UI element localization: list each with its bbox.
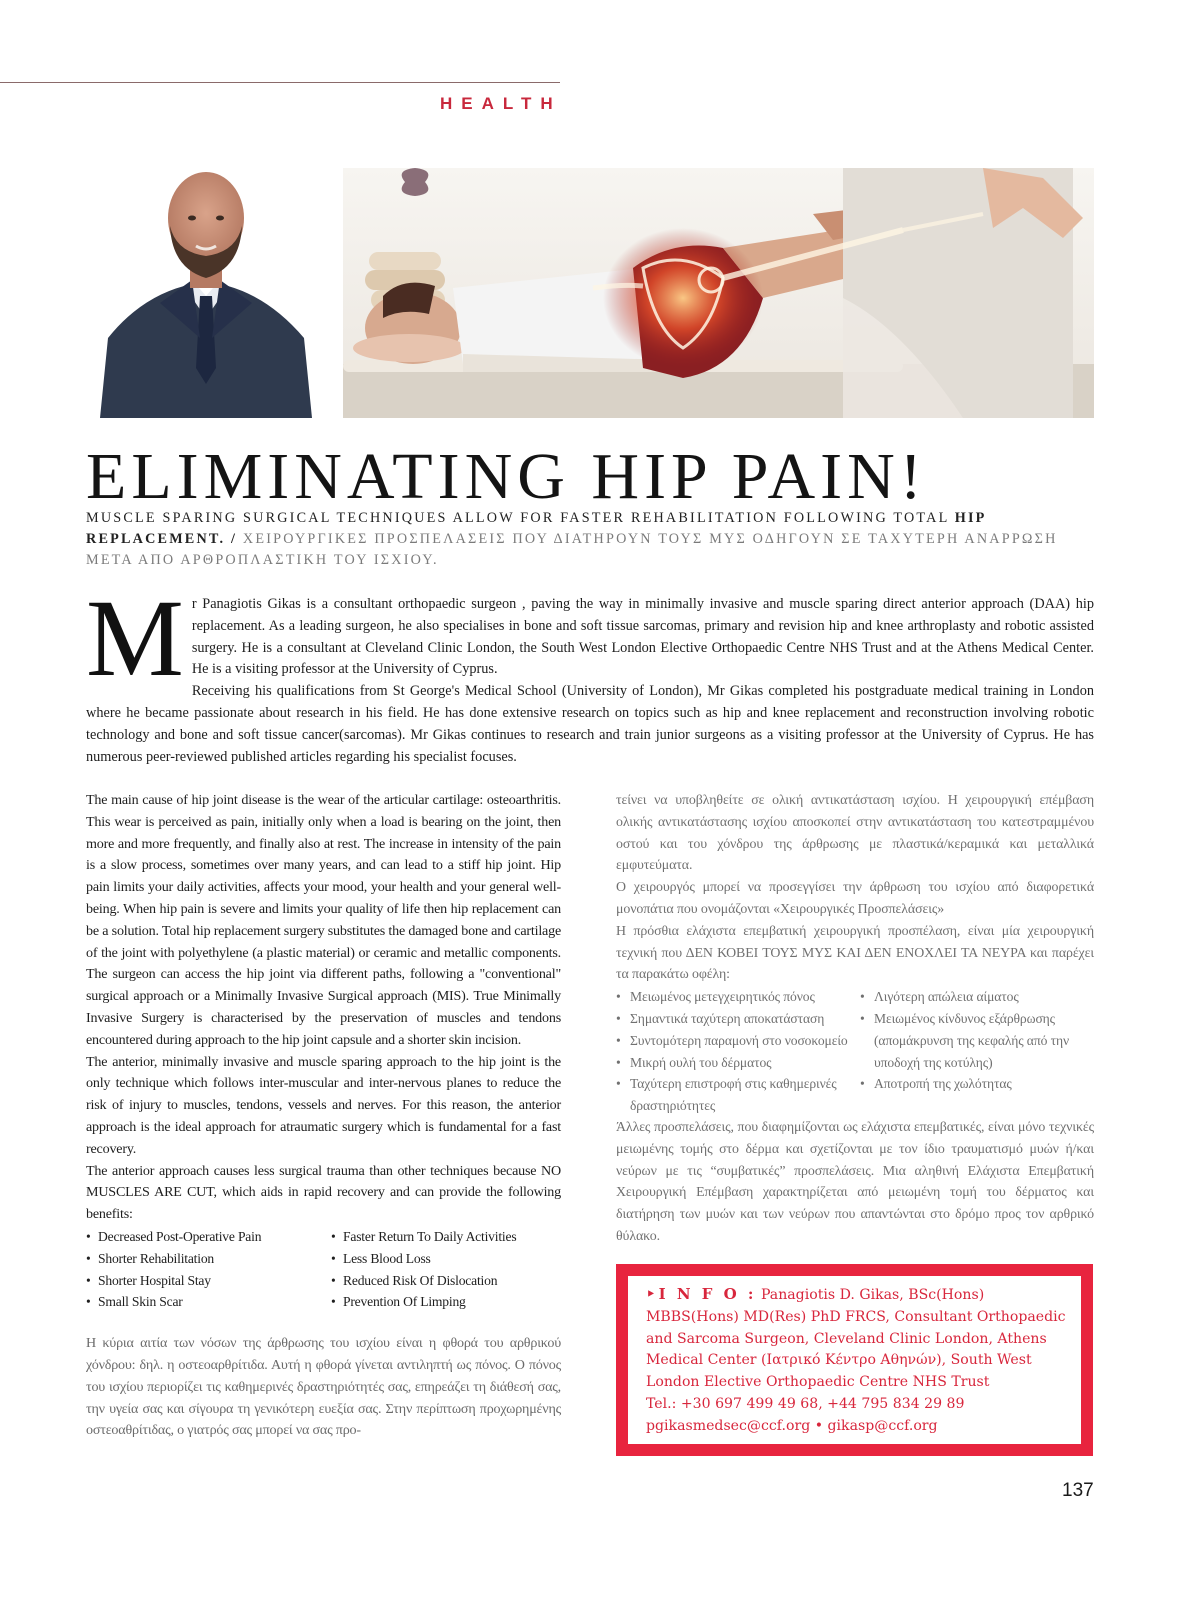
top-rule [0,82,560,83]
greek-paragraph: Άλλες προσπελάσεις, που διαφημίζονται ως ελάχιστα επεμβατικές, είναι μόνο τεχνικές μειωμένης τομής στο δέρμα και σχετίζονται με τον ίδιο τραυματισμό μυών ή/και νεύρων με τις “συμβατικές” προσπελάσεις. Μια αληθινή Ελάχιστα Επεμβατική Χειρουργική Επέμβαση χαρακτηρίζεται από μειωμένη τομή του δέρματος και διατήρηση των μυών και των νεύρων που απαντώνται στο δρόμο προς τον αρθρικό θύλακο. [616,1119,1094,1244]
benefit-item: • Prevention Of Limping [331,1291,561,1313]
greek-benefits-list [616,986,1094,1117]
hip-therapy-photo [343,168,1094,418]
benefit-item: • Μικρή ουλή του δέρματος [616,1052,860,1074]
benefit-item: • Less Blood Loss [331,1248,561,1270]
greek-paragraph: Ο χειρουργός μπορεί να προσεγγίσει την άρθρωση του ισχίου από διαφορετικά μονοπάτια που ονομάζονται «Χειρουργικές Προσπελάσεις» [616,880,1094,917]
greek-paragraph: Η κύρια αιτία των νόσων της άρθρωσης του ισχίου είναι η φθορά του αρθρικού χόνδρου: δηλ. η οστεοαρθρίτιδα. Αυτή η φθορά γίνεται αντιληπτή ως πόνος. Ο πόνος του ισχίου περιορίζει τις καθημερινές δραστηριότητές σας, επηρεάζει τη διάθεσή σας, την υγεία σας και σίγουρα τη γενικότερη ευεξία σας. Στην περίπτωση προχωρημένης οστεοαθρίτιδας, ο γιατρός σας μπορεί να σας προ- [86,1335,561,1439]
greek-benefits-col-2 [860,986,1094,1117]
info-content [628,1276,1081,1444]
article-intro [86,577,1094,768]
surgeon-portrait [100,168,312,418]
benefit-item: • Shorter Rehabilitation [86,1248,331,1270]
info-email[interactable]: pgikasmedsec@ccf.org • gikasp@ccf.org [646,1417,938,1434]
benefit-item: • Αποτροπή της χωλότητας [860,1073,1094,1095]
benefit-item: • Faster Return To Daily Activities [331,1226,561,1248]
subhead-english: MUSCLE SPARING SURGICAL TECHNIQUES ALLOW FOR FASTER REHABILITATION FOLLOWING TOTAL HIP REPLACEMENT. / [86,510,986,547]
benefit-item: • Reduced Risk Of Dislocation [331,1270,561,1292]
body-paragraph: The anterior, minimally invasive and muscle sparing approach to the hip joint is the only technique which follows inter-muscular and inter-nervous planes to reduce the risk of injury to muscles, tendons, vessels and nerves. For this reason, the anterior approach is the ideal approach for atraumatic surgery which is fundamental for a fast recovery. [86,1053,561,1157]
section-label: HEALTH [440,94,562,113]
info-text: Panagiotis D. Gikas, BSc(Hons) MBBS(Hons) MD(Res) PhD FRCS, Consultant Orthopaedic and Sarcoma Surgeon, Cleveland Clinic London, Athens Medical Center (Ιατρικό Κέντρο Αθηνών), South West London Elective Orthopaedic Centre NHS Trust [646,1287,1066,1391]
body-paragraph: The main cause of hip joint disease is the wear of the articular cartilage: osteoarthritis. This wear is perceived as pain, initially only when a load is bearing on the joint, then more and more frequently, and finally also at rest. The increase in intensity of the pain is a slow process, sometimes over many years, and can lead to a stiff hip joint. Hip pain limits your daily activities, affects your mood, your health and your general well-being. When hip pain is severe and limits your quality of life then hip replacement can be a solution. Total hip replacement surgery substitutes the damaged bone and cartilage of the joint with polyethylene (a plastic material) or ceramic and metallic components. The surgeon can access the hip joint via different paths, following a "conventional" surgical approach or a Minimally Invasive Surgical approach (MIS). True Minimally Invasive Surgery is characterised by the preservation of muscles and tendons encountered during approach to the hip joint capsule and a shorter skin incision. [86,792,561,1048]
benefit-item: • Συντομότερη παραμονή στο νοσοκομείο [616,1030,860,1052]
body-paragraph: The anterior approach causes less surgical trauma than other techniques because NO MUSCLES ARE CUT, which aids in rapid recovery and can provide the following benefits: [86,1162,561,1223]
benefit-item: • Ταχύτερη επιστροφή στις καθημερινές δραστηριότητες [616,1073,860,1117]
greek-paragraph: Η πρόσθια ελάχιστα επεμβατική χειρουργική προσπέλαση, είναι μία χειρουργική τεχνική που ΔΕΝ ΚΟΒΕΙ ΤΟΥΣ ΜΥΣ ΚΑΙ ΔΕΝ ΕΝΟΧΛΕΙ ΤΑ ΝΕΥΡΑ και παρέχει τα παρακάτω οφέλη: [616,923,1094,983]
right-column [616,790,1094,1248]
info-label: ‣I N F O : [646,1285,757,1303]
info-box [616,1264,1093,1456]
article-subhead [86,508,1096,571]
benefit-item: • Λιγότερη απώλεια αίματος [860,986,1094,1008]
info-telephone: Tel.: +30 697 499 49 68, +44 795 834 29 89 [646,1395,965,1412]
greek-benefits-col-1 [616,986,860,1117]
left-column [86,790,561,1442]
benefit-item: • Small Skin Scar [86,1291,331,1313]
subhead-greek: ΧΕΙΡΟΥΡΓΙΚΕΣ ΠΡΟΣΠΕΛΑΣΕΙΣ ΠΟΥ ΔΙΑΤΗΡΟΥΝ ΤΟΥΣ ΜΥΣ ΟΔΗΓΟΥΝ ΣΕ ΤΑΧΥΤΕΡΗ ΑΝΑΡΡΩΣΗ ΜΕΤΑ ΑΠΟ ΑΡΘΡΟΠΛΑΣΤΙΚΗ ΤΟΥ ΙΣΧΙΟΥ. [86,531,1058,568]
benefit-item: • Shorter Hospital Stay [86,1270,331,1292]
benefit-item: • Μειωμένος μετεγχειρητικός πόνος [616,986,860,1008]
benefit-item: • Decreased Post-Operative Pain [86,1226,331,1248]
benefits-list [86,1226,561,1313]
benefit-item: • Σημαντικά ταχύτερη αποκατάσταση [616,1008,860,1030]
intro-paragraph-1: r Panagiotis Gikas is a consultant orthopaedic surgeon , paving the way in minimally invasive and muscle sparing direct anterior approach (DAA) hip replacement. As a leading surgeon, he also specialises in bone and soft tissue sarcomas, primary and revision hip and knee arthroplasty and robotic assisted surgery. He is a consultant at Cleveland Clinic London, the South West London Elective Orthopaedic Centre NHS Trust and at the Athens Medical Center. He is a visiting professor at the University of Cyprus. [191,596,1094,678]
article-headline: ELIMINATING HIP PAIN! [86,440,927,513]
intro-paragraph-2: Receiving his qualifications from St George's Medical School (University of London), Mr Gikas completed his postgraduate medical training in London where he became passionate about research in his field. He has done extensive research on topics such as hip and knee replacement and reconstruction involving robotic technology and bone and soft tissue cancer(sarcomas). Mr Gikas continues to research and train junior surgeons as a visiting professor at the University of Cyprus. He has numerous peer-reviewed published articles regarding his specialist focuses. [86,683,1094,765]
greek-paragraph: τείνει να υποβληθείτε σε ολική αντικατάσταση ισχίου. Η χειρουργική επέμβαση ολικής αντικατάστασης ισχίου αποσκοπεί στην αντικατάσταση του κατεστραμμένου οστού και του χόνδρου της άρθρωσης με πλαστικά/κεραμικά και μεταλλικά εμφυτεύματα. [616,793,1094,874]
page-number: 137 [1062,1480,1094,1501]
drop-cap: M [86,577,184,699]
benefit-item: • Μειωμένος κίνδυνος εξάρθρωσης (απομάκρυνση της κεφαλής από την υποδοχή της κοτύλης) [860,1008,1094,1073]
